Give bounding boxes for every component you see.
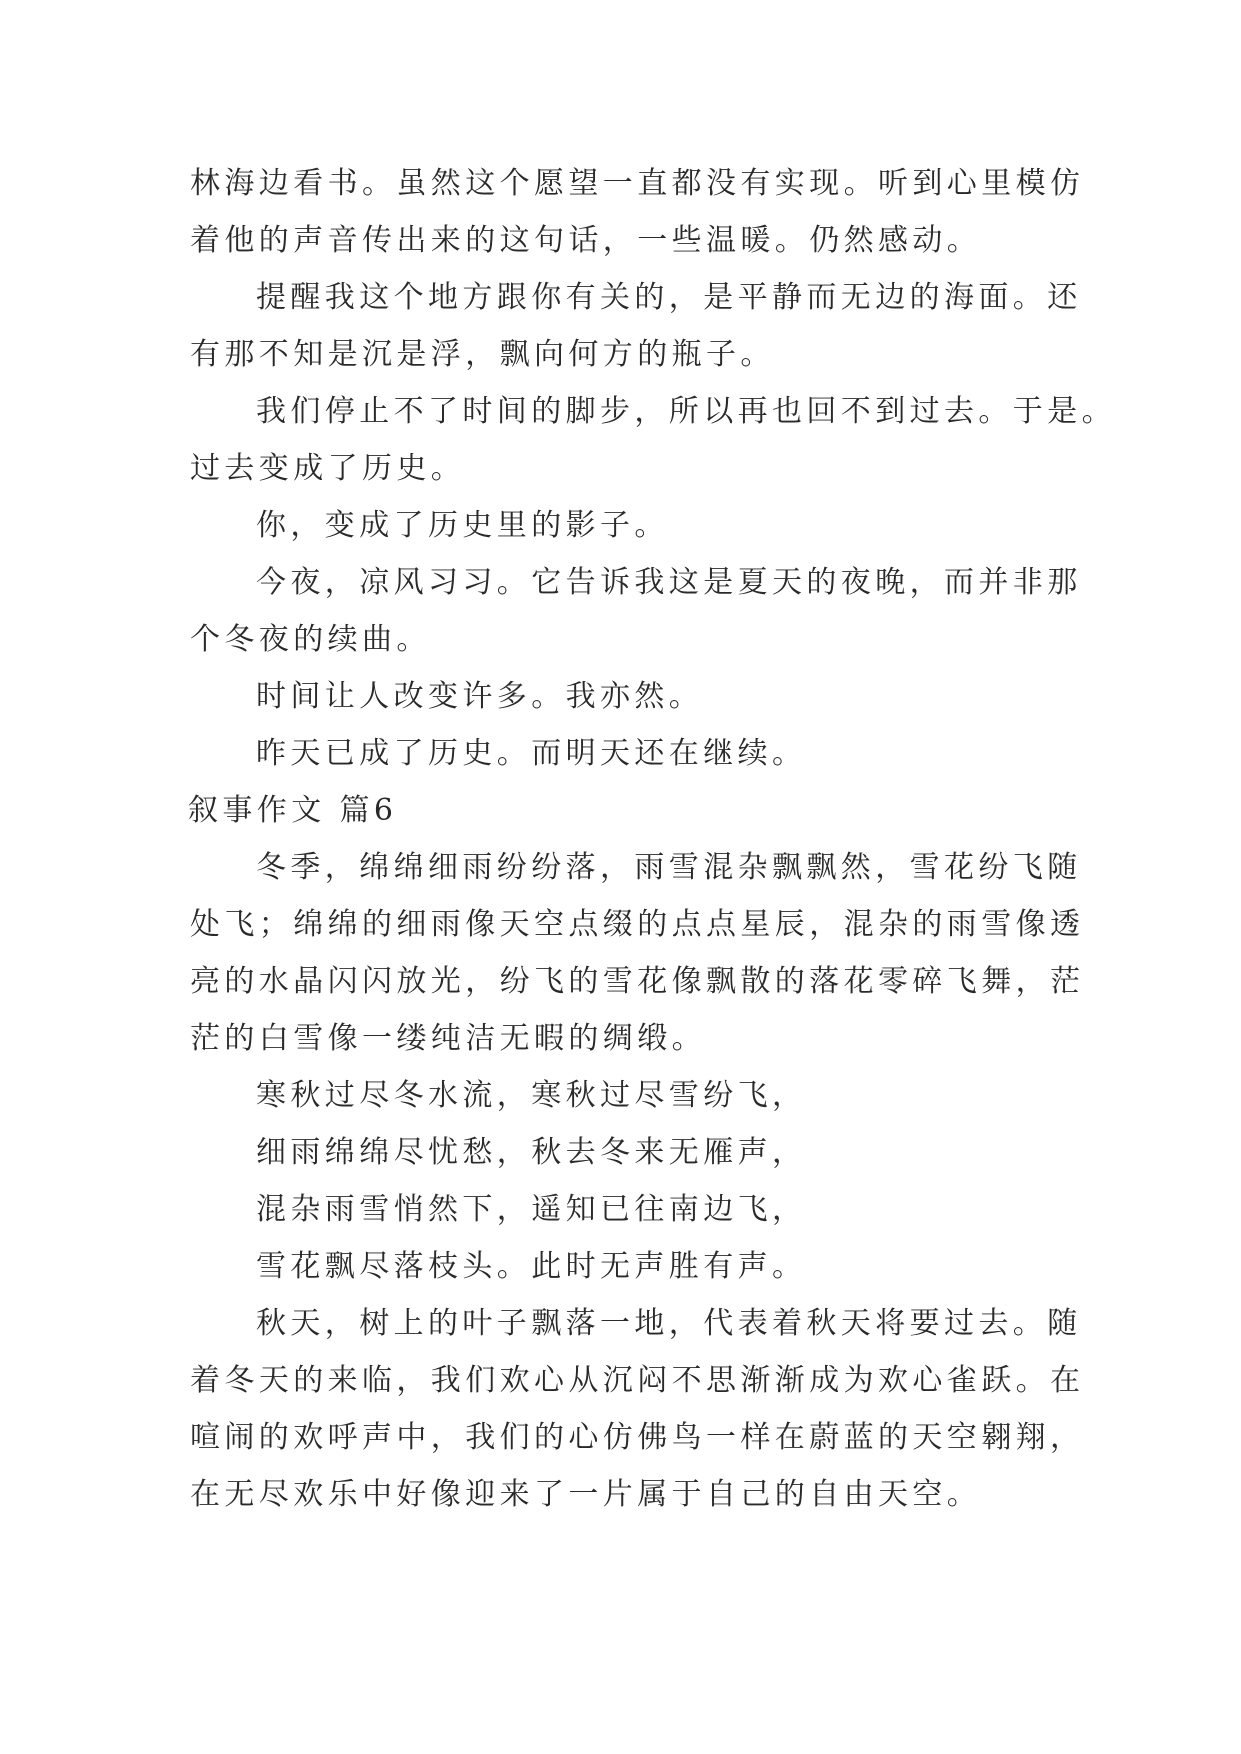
text-line: 昨天已成了历史。而明天还在继续。 bbox=[256, 736, 807, 771]
text-line: 茫的白雪像一缕纯洁无暇的绸缎。 bbox=[190, 1021, 706, 1056]
text-line: 在无尽欢乐中好像迎来了一片属于自己的自由天空。 bbox=[190, 1477, 982, 1512]
text-line: 有那不知是沉是浮，飘向何方的瓶子。 bbox=[190, 337, 775, 372]
text-line: 今夜，凉风习习。它告诉我这是夏天的夜晚，而并非那 bbox=[256, 565, 1082, 600]
text-line: 着他的声音传出来的这句话，一些温暖。仍然感动。 bbox=[190, 223, 982, 258]
text-line: 我们停止不了时间的脚步，所以再也回不到过去。于是。 bbox=[256, 394, 1116, 429]
poem-line: 细雨绵绵尽忧愁，秋去冬来无雁声， bbox=[256, 1135, 807, 1170]
text-line: 冬季，绵绵细雨纷纷落，雨雪混杂飘飘然，雪花纷飞随 bbox=[256, 850, 1082, 885]
text-line: 秋天，树上的叶子飘落一地，代表着秋天将要过去。随 bbox=[256, 1306, 1082, 1341]
poem-line: 雪花飘尽落枝头。此时无声胜有声。 bbox=[256, 1249, 807, 1284]
text-line: 你，变成了历史里的影子。 bbox=[256, 508, 669, 543]
text-line: 过去变成了历史。 bbox=[190, 451, 466, 486]
text-line: 个冬夜的续曲。 bbox=[190, 622, 431, 657]
text-line: 喧闹的欢呼声中，我们的心仿佛鸟一样在蔚蓝的天空翱翔， bbox=[190, 1420, 1085, 1455]
text-line: 着冬天的来临，我们欢心从沉闷不思渐渐成为欢心雀跃。在 bbox=[190, 1363, 1085, 1398]
poem-line: 混杂雨雪悄然下，遥知已往南边飞， bbox=[256, 1192, 807, 1227]
document-body bbox=[188, 155, 1116, 1523]
text-line: 林海边看书。虽然这个愿望一直都没有实现。听到心里模仿 bbox=[190, 166, 1085, 201]
text-line: 亮的水晶闪闪放光，纷飞的雪花像飘散的落花零碎飞舞，茫 bbox=[190, 964, 1085, 999]
text-line: 提醒我这个地方跟你有关的，是平静而无边的海面。还 bbox=[256, 280, 1082, 315]
text-line: 处飞；绵绵的细雨像天空点缀的点点星辰，混杂的雨雪像透 bbox=[190, 907, 1085, 942]
text-line: 时间让人改变许多。我亦然。 bbox=[256, 679, 704, 714]
poem-line: 寒秋过尽冬水流，寒秋过尽雪纷飞， bbox=[256, 1078, 807, 1113]
section-heading: 叙事作文 篇6 bbox=[188, 793, 398, 828]
